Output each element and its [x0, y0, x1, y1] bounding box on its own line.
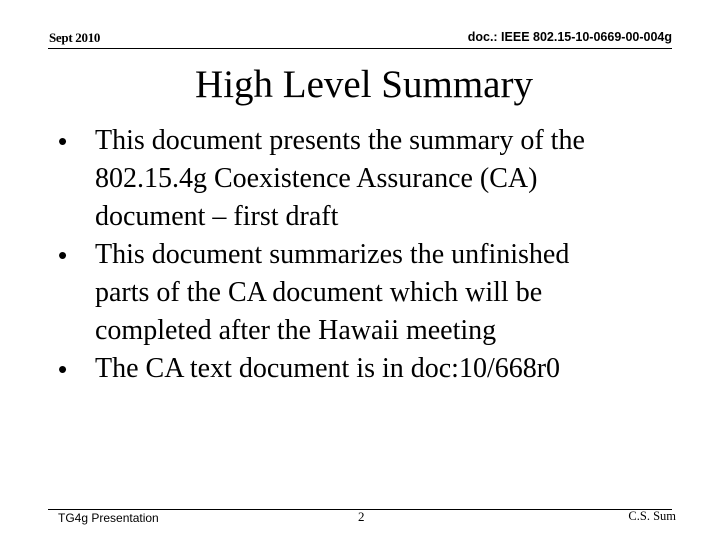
bullet-line: document – first draft [95, 201, 339, 232]
footer-author: C.S. Sum [628, 509, 676, 523]
footer-page-number: 2 [358, 509, 365, 524]
bullet-line: 802.15.4g Coexistence Assurance (CA) [95, 163, 538, 194]
bullet-line: parts of the CA document which will be [95, 277, 543, 308]
bullet-dot-icon: • [58, 240, 68, 270]
bullet-item [58, 122, 668, 236]
bullet-item [58, 350, 668, 388]
bullet-list [58, 122, 668, 388]
bullet-line: The CA text document is in doc:10/668r0 [95, 353, 561, 384]
header-date: Sept 2010 [49, 30, 101, 45]
header-doc-id: doc.: IEEE 802.15-10-0669-00-004g [467, 30, 672, 44]
footer-presentation-label: TG4g Presentation [58, 511, 159, 525]
header-divider [48, 48, 672, 49]
bullet-line: This document presents the summary of the [95, 125, 585, 156]
bullet-dot-icon: • [58, 126, 68, 156]
slide-title: High Level Summary [195, 63, 533, 106]
bullet-line: completed after the Hawaii meeting [95, 315, 497, 346]
bullet-dot-icon: • [58, 354, 68, 384]
bullet-line: This document summarizes the unfinished [95, 239, 570, 270]
bullet-item [58, 236, 668, 350]
